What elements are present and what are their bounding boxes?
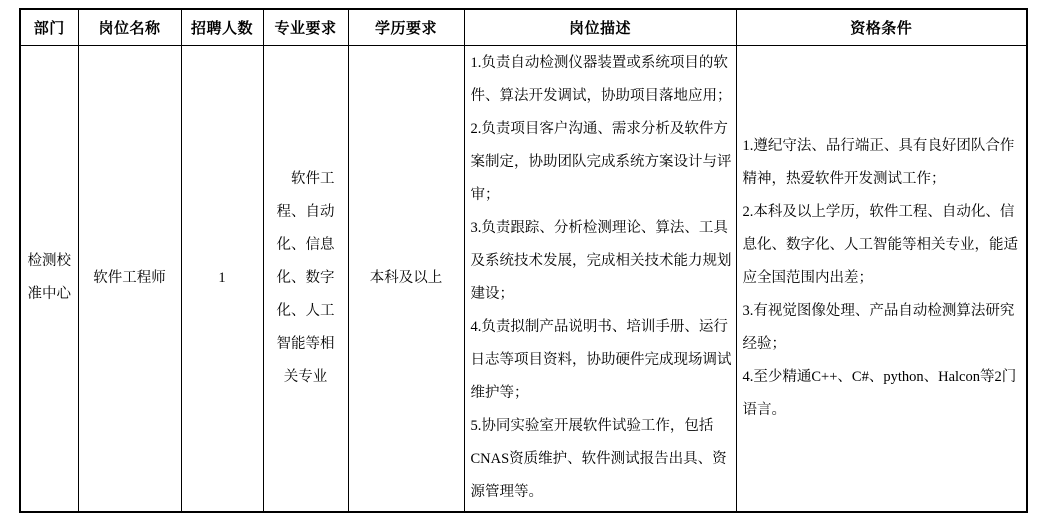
description-item-3: 3.负责跟踪、分析检测理论、算法、工具及系统技术发展，完成相关技术能力规划建设；: [470, 220, 732, 303]
cell-headcount: 1: [181, 45, 263, 512]
description-item-2: 2.负责项目客户沟通、需求分析及软件方案制定，协助团队完成系统方案设计与评审；: [470, 121, 732, 204]
header-major: 专业要求: [263, 9, 348, 45]
table-header-row: [20, 9, 1027, 45]
header-position: 岗位名称: [78, 9, 181, 45]
header-headcount: 招聘人数: [181, 9, 263, 45]
cell-education: 本科及以上: [348, 45, 464, 512]
qualification-item-1: 1.遵纪守法、品行端正、具有良好团队合作精神，热爱软件开发测试工作；: [742, 137, 1015, 187]
header-qualifications: 资格条件: [736, 9, 1027, 45]
header-department: 部门: [20, 9, 78, 45]
cell-department: 检测校准中心: [20, 45, 78, 512]
qualification-item-4: 4.至少精通C++、C#、python、Halcon等2门语言。: [742, 368, 1017, 418]
header-description: 岗位描述: [464, 9, 736, 45]
table-row: [20, 45, 1027, 512]
header-education: 学历要求: [348, 9, 464, 45]
cell-description: [464, 45, 736, 512]
qualification-item-2: 2.本科及以上学历，软件工程、自动化、信息化、数字化、人工智能等相关专业，能适应全国范围内出差；: [742, 203, 1018, 286]
cell-position: 软件工程师: [78, 45, 181, 512]
job-table: [19, 8, 1028, 513]
description-item-5: 5.协同实验室开展软件试验工作，包括CNAS资质维护、软件测试报告出具、资源管理等。: [470, 418, 727, 501]
cell-qualifications: [736, 45, 1027, 512]
cell-major: 软件工程、自动化、信息化、数字化、人工智能等相关专业: [263, 45, 348, 512]
qualification-item-3: 3.有视觉图像处理、产品自动检测算法研究经验；: [742, 302, 1015, 352]
description-item-1: 1.负责自动检测仪器装置或系统项目的软件、算法开发调试，协助项目落地应用；: [470, 55, 732, 105]
job-table-container: [19, 8, 1028, 513]
description-item-4: 4.负责拟制产品说明书、培训手册、运行日志等项目资料，协助硬件完成现场调试维护等；: [470, 319, 732, 402]
